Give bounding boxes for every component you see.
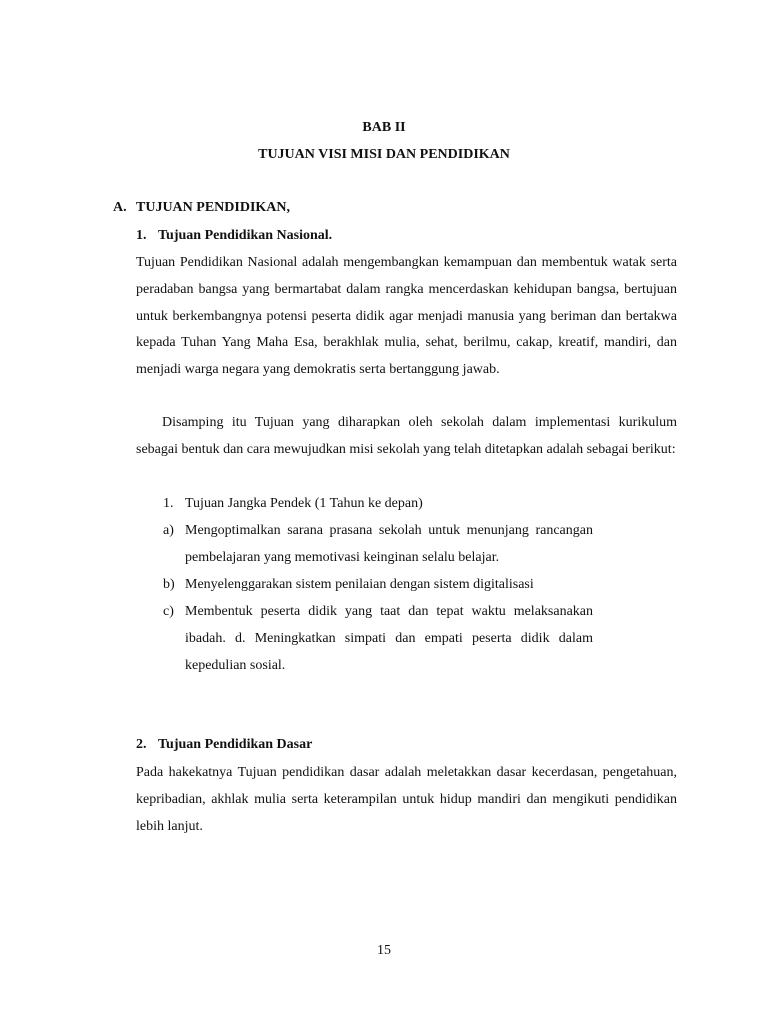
list-text: Mengoptimalkan sarana prasana sekolah untuk menunjang rancangan pembelajaran yang memotivasi keinginan selalu belajar. — [185, 523, 593, 565]
chapter-title: TUJUAN VISI MISI DAN PENDIDIKAN — [258, 147, 510, 162]
list-item-a — [163, 517, 593, 571]
section-a-title: TUJUAN PENDIDIKAN, — [136, 200, 291, 215]
list-text: Tujuan Jangka Pendek (1 Tahun ke depan) — [185, 496, 423, 511]
list-item-c — [163, 598, 593, 679]
national-goal-paragraph: Tujuan Pendidikan Nasional adalah mengembangkan kemampuan dan membentuk watak serta peradaban bangsa yang bermartabat dalam rangka mencerdaskan kehidupan bangsa, bertujuan untuk berkembangnya potensi peserta didik agar menjadi manusia yang beriman dan bertakwa kepada Tuhan Yang Maha Esa, berakhlak mulia, sehat, berilmu, cakap, kreatif, mandiri, dan menjadi warga negara yang demokratis serta bertanggung jawab. — [136, 255, 677, 378]
list-item-b — [163, 571, 593, 598]
section-a-marker: A. — [113, 200, 127, 215]
page-number: 15 — [377, 943, 391, 958]
list-item-short-term — [163, 490, 593, 517]
subsection-2-marker: 2. — [136, 737, 147, 752]
list-marker: c) — [163, 604, 174, 619]
section-a-heading — [113, 200, 290, 216]
subsection-1-heading — [136, 228, 332, 244]
subsection-1-title: Tujuan Pendidikan Nasional. — [158, 228, 333, 243]
list-marker: b) — [163, 577, 175, 592]
list-text: Menyelenggarakan sistem penilaian dengan sistem digitalisasi — [185, 577, 534, 592]
list-marker: 1. — [163, 496, 174, 511]
chapter-label: BAB II — [362, 120, 406, 135]
list-marker: a) — [163, 523, 174, 538]
subsection-2-heading — [136, 737, 312, 753]
school-goal-paragraph: Disamping itu Tujuan yang diharapkan oleh sekolah dalam implementasi kurikulum sebagai bentuk dan cara mewujudkan misi sekolah yang telah ditetapkan adalah sebagai berikut: — [136, 415, 677, 457]
list-text: Membentuk peserta didik yang taat dan tepat waktu melaksanakan ibadah. d. Meningkatkan simpati dan empati peserta didik dalam kepedulian sosial. — [185, 604, 593, 673]
subsection-2-title: Tujuan Pendidikan Dasar — [158, 737, 313, 752]
basic-education-paragraph: Pada hakekatnya Tujuan pendidikan dasar adalah meletakkan dasar kecerdasan, pengetahuan, kepribadian, akhlak mulia serta keterampilan untuk hidup mandiri dan mengikuti pendidikan lebih lanjut. — [136, 765, 677, 834]
subsection-1-marker: 1. — [136, 228, 147, 243]
